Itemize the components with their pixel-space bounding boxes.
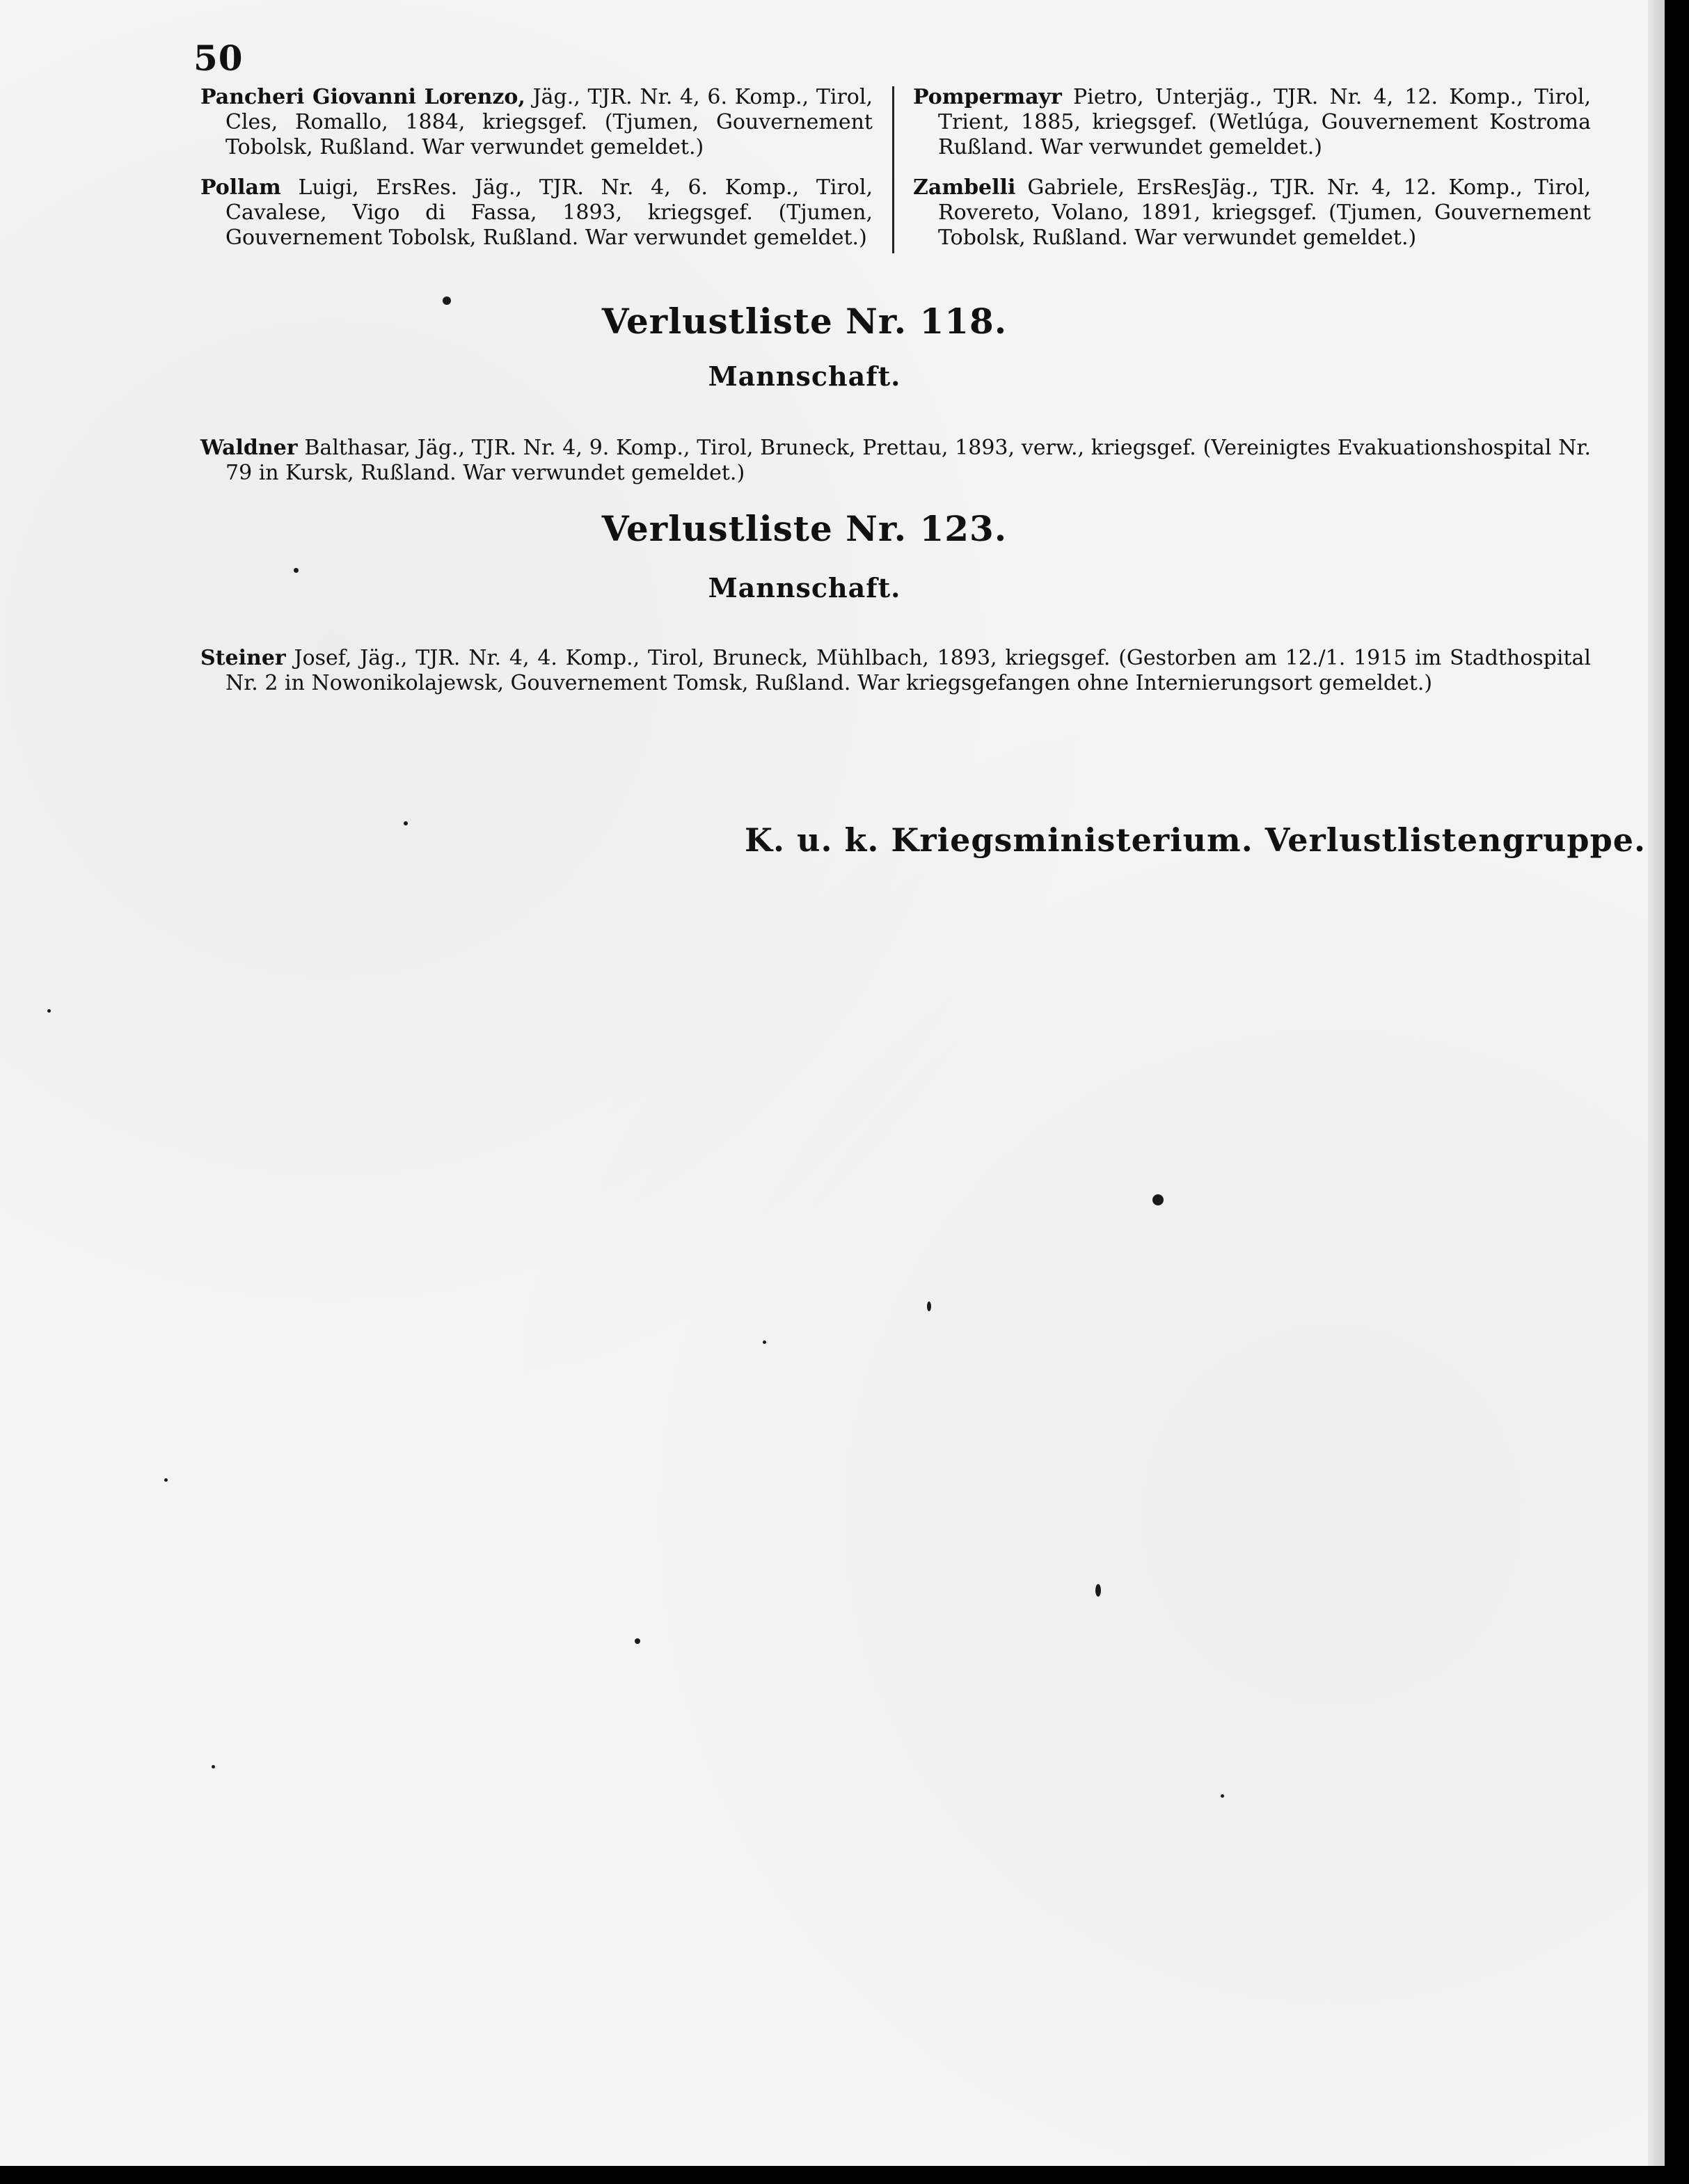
casualty-entry (913, 85, 1591, 160)
section-subheading-118: Mannschaft. (708, 361, 901, 392)
casualty-entry (200, 175, 873, 251)
section-heading-123: Verlustliste Nr. 123. (601, 508, 1008, 549)
ink-speck (763, 1340, 766, 1344)
ink-speck (635, 1638, 640, 1644)
ministry-signature: K. u. k. Kriegsministerium. Verlustlistengruppe. (745, 821, 1647, 859)
entry-text: Balthasar, Jäg., TJR. Nr. 4, 9. Komp., Tirol, Bruneck, Prettau, 1893, verw., kriegsgef. (Vereinigtes Evakuationshospital Nr. 79 in Kursk, Rußland. War verwundet gemeldet.) (225, 436, 1591, 485)
entry-surname: Pompermayr (913, 85, 1062, 109)
section-subheading-123: Mannschaft. (708, 572, 901, 603)
entry-text: Luigi, ErsRes. Jäg., TJR. Nr. 4, 6. Komp., Tirol, Cavalese, Vigo di Fassa, 1893, kriegsgef. (Tjumen, Gouvernement Tobolsk, Rußland. War verwundet gemeldet.) (225, 175, 873, 250)
page-number: 50 (193, 38, 244, 79)
entry-text: Josef, Jäg., TJR. Nr. 4, 4. Komp., Tirol, Bruneck, Mühlbach, 1893, kriegsgef. (Gestorben am 12./1. 1915 im Stadthospital Nr. 2 in Nowonikolajewsk, Gouvernement Tomsk, Rußland. War kriegsgefangen ohne Internierungsort gemeldet.) (225, 646, 1591, 695)
ink-speck (927, 1301, 931, 1311)
ink-speck (1095, 1584, 1101, 1597)
casualty-entry (913, 175, 1591, 251)
casualty-entry (200, 85, 873, 160)
ink-speck (47, 1009, 51, 1013)
entry-surname: Pollam (200, 175, 281, 200)
entry-text: Gabriele, ErsResJäg., TJR. Nr. 4, 12. Komp., Tirol, Rovereto, Volano, 1891, kriegsgef. (Tjumen, Gouvernement Tobolsk, Rußland. War verwundet gemeldet.) (938, 175, 1591, 250)
entry-surname: Waldner (200, 436, 298, 460)
page-edge-shadow (1648, 0, 1665, 2166)
casualty-entry-123 (200, 646, 1591, 696)
entry-surname: Pancheri Giovanni Lorenzo, (200, 85, 525, 109)
ink-speck (164, 1478, 168, 1482)
column-divider (892, 86, 894, 253)
ink-speck (1152, 1194, 1164, 1205)
ink-speck (212, 1765, 215, 1768)
casualty-entry-118 (200, 436, 1591, 486)
right-column (913, 85, 1591, 266)
entry-surname: Zambelli (913, 175, 1016, 200)
entry-text: Jäg., TJR. Nr. 4, 6. Komp., Tirol, Cles, Romallo, 1884, kriegsgef. (Tjumen, Gouvernement Tobolsk, Rußland. War verwundet gemeldet.) (225, 85, 873, 159)
ink-speck (1221, 1794, 1224, 1798)
left-column (200, 85, 873, 266)
entry-surname: Steiner (200, 646, 286, 670)
ink-speck (443, 296, 451, 305)
section-heading-118: Verlustliste Nr. 118. (601, 301, 1008, 342)
ink-speck (294, 568, 299, 573)
ink-speck (404, 821, 408, 825)
entry-text: Pietro, Unterjäg., TJR. Nr. 4, 12. Komp., Tirol, Trient, 1885, kriegsgef. (Wetlúga, Gouvernement Kostroma Rußland. War verwundet gemeldet.) (938, 85, 1591, 159)
